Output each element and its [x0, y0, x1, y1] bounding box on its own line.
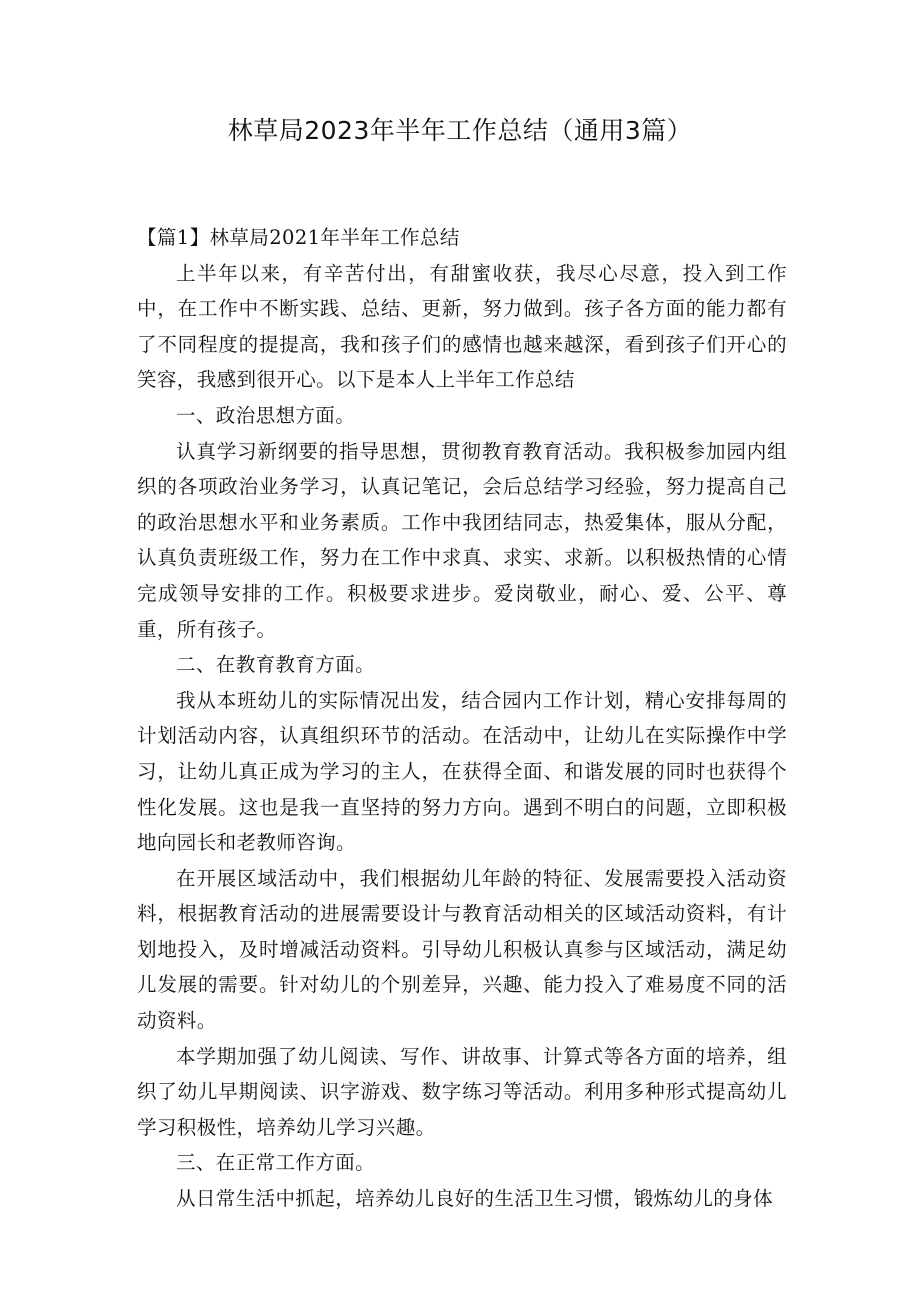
subheading-education: 二、在教育教育方面。 — [176, 653, 376, 677]
paragraph-reading: 本学期加强了幼儿阅读、写作、讲故事、计算式等各方面的培养，组织了幼儿早期阅读、识字游戏、数字练习等活动。利用多种形式提高幼儿学习积极性，培养幼儿学习兴趣。 — [137, 1044, 787, 1139]
paragraph-area-activities: 在开展区域活动中，我们根据幼儿年龄的特征、发展需要投入活动资料，根据教育活动的进展需要设计与教育活动相关的区域活动资料，有计划地投入，及时增减活动资料。引导幼儿积极认真参与区域活动，满足幼儿发展的需要。针对幼儿的个别差异，兴趣、能力投入了难易度不同的活动资料。 — [137, 866, 787, 1033]
paragraph-political: 认真学习新纲要的指导思想，贯彻教育教育活动。我积极参加园内组织的各项政治业务学习，认真记笔记，会后总结学习经验，努力提高自己的政治思想水平和业务素质。工作中我团结同志，热爱集体，服从分配，认真负责班级工作，努力在工作中求真、求实、求新。以积极热情的心情完成领导安排的工作。积极要求进步。爱岗敬业，耐心、爱、公平、尊重，所有孩子。 — [137, 439, 787, 641]
paragraph-intro: 上半年以来，有辛苦付出，有甜蜜收获，我尽心尽意，投入到工作中，在工作中不断实践、总结、更新，努力做到。孩子各方面的能力都有了不同程度的提提高，我和孩子们的感情也越来越深，看到孩子们开心的笑容，我感到很开心。以下是本人上半年工作总结 — [137, 261, 787, 392]
section-heading: 【篇1】林草局2021年半年工作总结 — [137, 226, 460, 249]
document-body — [137, 220, 787, 1217]
paragraph-daily-life: 从日常生活中抓起，培养幼儿良好的生活卫生习惯，锻炼幼儿的身体 — [176, 1187, 774, 1211]
paragraph-education: 我从本班幼儿的实际情况出发，结合园内工作计划，精心安排每周的计划活动内容，认真组织环节的活动。在活动中，让幼儿在实际操作中学习，让幼儿真正成为学习的主人，在获得全面、和谐发展的同时也获得个性化发展。这也是我一直坚持的努力方向。遇到不明白的问题，立即积极地向园长和老教师咨询。 — [137, 688, 787, 855]
subheading-routine-work: 三、在正常工作方面。 — [176, 1151, 376, 1175]
subheading-political: 一、政治思想方面。 — [176, 403, 356, 427]
document-title: 林草局2023年半年工作总结（通用3篇） — [227, 116, 693, 145]
